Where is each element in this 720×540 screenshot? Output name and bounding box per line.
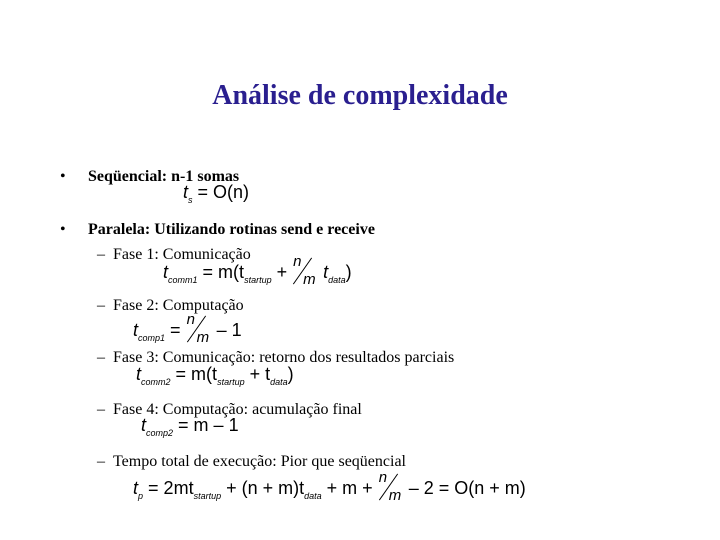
bullet-parallel: Paralela: Utilizando rotinas send e receive [88,221,375,238]
bullet-marker: • [60,221,66,238]
total-time-label: – Tempo total de execução: Pior que seqüencial [97,453,406,470]
formula-total-time: $t_p = 2mt_{startup} + (n + m)t_{data} + m$ + n m – 2 = O(n + m) [133,469,526,504]
bullet-sequential: Seqüencial: n-1 somas [88,168,240,185]
slide-title: Análise de complexidade [212,80,508,111]
formula-phase-3: $t_{comm2} = m(t_{startup} + t_{data})$ [136,364,294,387]
bullet-marker: • [60,168,66,185]
phase-2-label: – Fase 2: Computação [97,297,244,314]
formula-sequential: $t_s = O(n)$ [183,182,250,205]
phase-3-label: – Fase 3: Comunicação: retorno dos resultados parciais [97,349,455,366]
fraction-n-over-m: n m [186,311,210,346]
fraction-n-over-m: n m [378,469,402,504]
phase-1-label: – Fase 1: Comunicação [97,246,251,263]
formula-phase-4: $t_{comp2} = m - 1$ [141,415,239,438]
formula-phase-1: $t_{comm1} = m(t_{startup}$ + n m $t_{data}$) [163,253,352,288]
formula-phase-2: $t_{comp1}$ = n m – 1 [133,311,242,346]
fraction-n-over-m: n m [293,253,316,288]
phase-4-label: – Fase 4: Computação: acumulação final [97,401,362,418]
